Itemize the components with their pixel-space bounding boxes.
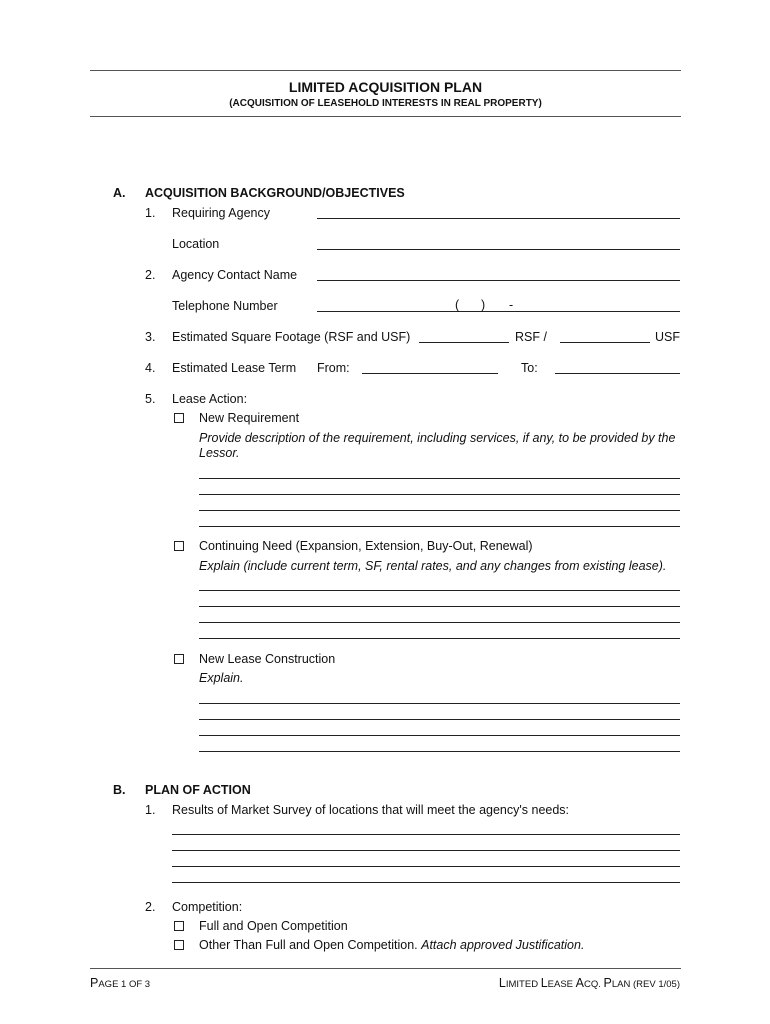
- location-field[interactable]: [317, 249, 680, 250]
- top-rule: [90, 70, 681, 71]
- to-label: To:: [521, 361, 538, 375]
- section-b-letter: B.: [113, 783, 126, 797]
- market-survey-line-1[interactable]: [172, 834, 680, 835]
- telephone-number-label: Telephone Number: [172, 299, 278, 313]
- telephone-number-field[interactable]: [317, 311, 680, 312]
- item-3-number: 3.: [145, 330, 156, 344]
- new-requirement-description: Provide description of the requirement, including services, if any, to be provided by the Lessor.: [199, 431, 676, 460]
- other-than-full-open-text: Other Than Full and Open Competition.: [199, 938, 418, 952]
- rsf-label: RSF /: [515, 330, 547, 344]
- b-item-2-number: 2.: [145, 900, 156, 914]
- lease-action-label: Lease Action:: [172, 392, 248, 406]
- new-construction-line-3[interactable]: [199, 735, 680, 736]
- new-requirement-line-4[interactable]: [199, 526, 680, 527]
- document-subtitle: (ACQUISITION OF LEASEHOLD INTERESTS IN REAL PROPERTY): [229, 98, 542, 109]
- new-construction-line-2[interactable]: [199, 719, 680, 720]
- new-construction-line-1[interactable]: [199, 703, 680, 704]
- full-open-competition-checkbox[interactable]: [174, 921, 184, 931]
- new-construction-description: Explain.: [199, 671, 244, 685]
- agency-contact-name-field[interactable]: [317, 280, 680, 281]
- usf-field[interactable]: [560, 342, 650, 343]
- requiring-agency-label: Requiring Agency: [172, 206, 270, 220]
- other-than-full-open-label: [199, 938, 584, 953]
- item-5-number: 5.: [145, 392, 156, 406]
- continuing-need-label: Continuing Need (Expansion, Extension, Buy-Out, Renewal): [199, 539, 533, 553]
- new-construction-checkbox[interactable]: [174, 654, 184, 664]
- section-a-heading: ACQUISITION BACKGROUND/OBJECTIVES: [145, 186, 405, 200]
- form-revision: LIMITED LEASE ACQ. PLAN (REV 1/05): [498, 976, 680, 990]
- continuing-need-checkbox[interactable]: [174, 541, 184, 551]
- competition-label: Competition:: [172, 900, 243, 914]
- continuing-need-line-4[interactable]: [199, 638, 680, 639]
- new-construction-line-4[interactable]: [199, 751, 680, 752]
- location-label: Location: [172, 237, 220, 251]
- phone-area-open: (: [455, 298, 460, 312]
- section-a-letter: A.: [113, 186, 126, 200]
- page-number: PAGE 1 OF 3: [90, 976, 151, 990]
- market-survey-line-4[interactable]: [172, 882, 680, 883]
- continuing-need-line-3[interactable]: [199, 622, 680, 623]
- new-requirement-checkbox[interactable]: [174, 413, 184, 423]
- new-construction-label: New Lease Construction: [199, 652, 336, 666]
- square-footage-label: Estimated Square Footage (RSF and USF): [172, 330, 411, 344]
- continuing-need-line-1[interactable]: [199, 590, 680, 591]
- other-than-full-open-checkbox[interactable]: [174, 940, 184, 950]
- header-bottom-rule: [90, 116, 681, 117]
- item-2-number: 2.: [145, 268, 156, 282]
- agency-contact-name-label: Agency Contact Name: [172, 268, 298, 282]
- full-open-competition-label: Full and Open Competition: [199, 919, 348, 933]
- b-item-1-number: 1.: [145, 803, 156, 817]
- phone-area-close: ): [481, 298, 486, 312]
- lease-from-field[interactable]: [362, 373, 498, 374]
- phone-dash: -: [509, 298, 514, 312]
- rsf-field[interactable]: [419, 342, 509, 343]
- requiring-agency-field[interactable]: [317, 218, 680, 219]
- footer-rule: [90, 968, 681, 969]
- continuing-need-description: Explain (include current term, SF, rental rates, and any changes from existing lease).: [199, 559, 667, 573]
- new-requirement-line-2[interactable]: [199, 494, 680, 495]
- item-1-number: 1.: [145, 206, 156, 220]
- continuing-need-line-2[interactable]: [199, 606, 680, 607]
- new-requirement-line-1[interactable]: [199, 478, 680, 479]
- section-b-heading: PLAN OF ACTION: [145, 783, 251, 797]
- attach-justification-text: Attach approved Justification.: [421, 938, 585, 952]
- new-requirement-label: New Requirement: [199, 411, 300, 425]
- lease-to-field[interactable]: [555, 373, 680, 374]
- market-survey-line-2[interactable]: [172, 850, 680, 851]
- lease-term-label: Estimated Lease Term: [172, 361, 297, 375]
- item-4-number: 4.: [145, 361, 156, 375]
- from-label: From:: [317, 361, 350, 375]
- new-requirement-line-3[interactable]: [199, 510, 680, 511]
- document-title: LIMITED ACQUISITION PLAN: [288, 79, 483, 95]
- market-survey-line-3[interactable]: [172, 866, 680, 867]
- market-survey-label: Results of Market Survey of locations that will meet the agency's needs:: [172, 803, 570, 817]
- usf-label: USF: [655, 330, 680, 344]
